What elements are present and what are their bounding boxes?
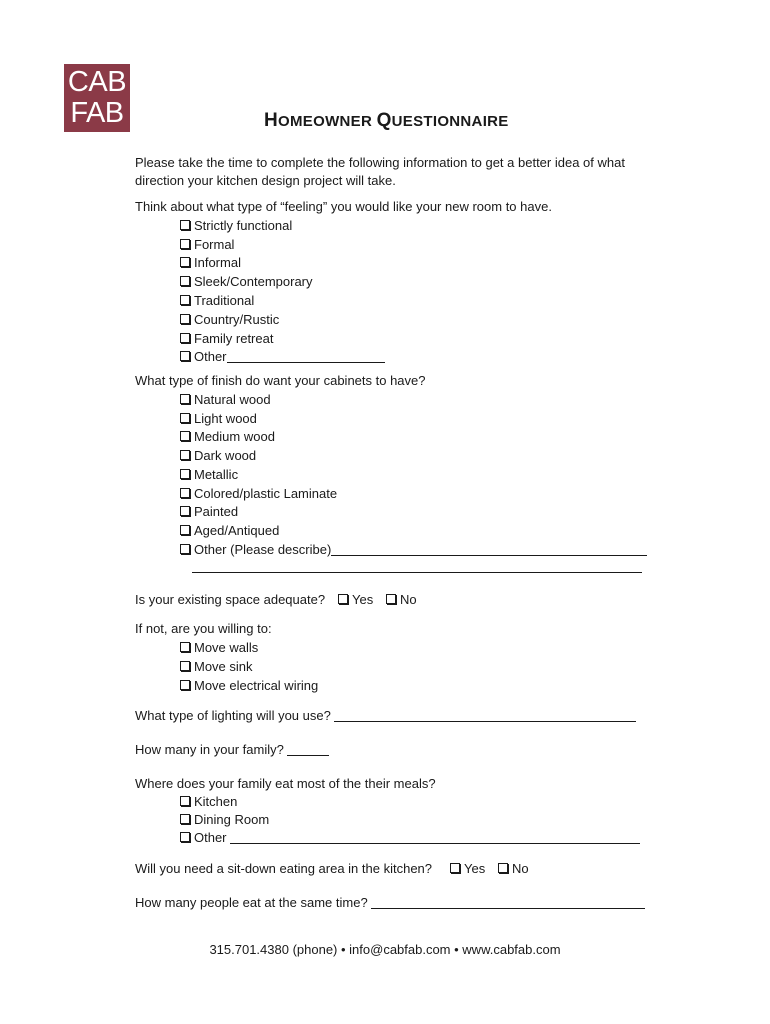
meals-question: Where does your family eat most of the their meals?	[135, 776, 436, 791]
checkbox-icon[interactable]	[180, 333, 190, 343]
feeling-question: Think about what type of “feeling” you would like your new room to have.	[135, 199, 552, 214]
eating-area-yes-option[interactable]: Yes	[450, 861, 485, 877]
willing-option[interactable]: Move sink	[180, 659, 253, 675]
checkbox-icon[interactable]	[180, 832, 190, 842]
meals-option[interactable]: Dining Room	[180, 812, 269, 828]
finish-option[interactable]: Medium wood	[180, 429, 275, 445]
meals-option-other[interactable]: Other	[180, 830, 640, 846]
family-question: How many in your family?	[135, 742, 329, 758]
finish-option-other[interactable]: Other (Please describe)	[180, 542, 647, 558]
eating-area-no-option[interactable]: No	[498, 861, 529, 877]
lighting-question: What type of lighting will you use?	[135, 708, 636, 724]
feeling-option[interactable]: Traditional	[180, 293, 254, 309]
checkbox-icon[interactable]	[180, 295, 190, 305]
page-title: HOMEOWNER QUESTIONNAIRE	[264, 110, 509, 131]
checkbox-icon[interactable]	[180, 469, 190, 479]
feeling-option-other[interactable]: Other	[180, 349, 385, 365]
checkbox-icon[interactable]	[180, 544, 190, 554]
checkbox-icon[interactable]	[386, 594, 396, 604]
checkbox-icon[interactable]	[180, 814, 190, 824]
meals-option[interactable]: Kitchen	[180, 794, 237, 810]
feeling-option[interactable]: Strictly functional	[180, 218, 292, 234]
checkbox-icon[interactable]	[180, 450, 190, 460]
finish-option[interactable]: Metallic	[180, 467, 238, 483]
space-no-option[interactable]: No	[386, 592, 417, 608]
lighting-fill-line[interactable]	[334, 709, 636, 722]
intro-line-1: Please take the time to complete the following information to get a better idea of what	[135, 155, 625, 170]
eating-area-question: Will you need a sit-down eating area in the kitchen?	[135, 861, 433, 876]
checkbox-icon[interactable]	[180, 796, 190, 806]
finish-option[interactable]: Aged/Antiqued	[180, 523, 279, 539]
feeling-option[interactable]: Informal	[180, 255, 241, 271]
finish-option[interactable]: Painted	[180, 504, 238, 520]
checkbox-icon[interactable]	[498, 863, 508, 873]
checkbox-icon[interactable]	[180, 257, 190, 267]
feeling-option[interactable]: Country/Rustic	[180, 312, 279, 328]
finish-option[interactable]: Natural wood	[180, 392, 271, 408]
checkbox-icon[interactable]	[180, 680, 190, 690]
checkbox-icon[interactable]	[180, 394, 190, 404]
finish-option[interactable]: Colored/plastic Laminate	[180, 486, 337, 502]
feeling-option[interactable]: Sleek/Contemporary	[180, 274, 313, 290]
checkbox-icon[interactable]	[180, 488, 190, 498]
logo-line-1: CAB	[67, 66, 127, 98]
family-fill-line[interactable]	[287, 743, 329, 756]
other-fill-line[interactable]	[230, 831, 640, 844]
space-question: Is your existing space adequate?	[135, 592, 326, 607]
checkbox-icon[interactable]	[450, 863, 460, 873]
checkbox-icon[interactable]	[180, 276, 190, 286]
contact-footer: 315.701.4380 (phone) • info@cabfab.com • www.cabfab.com	[209, 942, 561, 957]
checkbox-icon[interactable]	[180, 661, 190, 671]
same-time-fill-line[interactable]	[371, 896, 645, 909]
willing-option[interactable]: Move walls	[180, 640, 258, 656]
feeling-option[interactable]: Formal	[180, 237, 234, 253]
cabfab-logo	[64, 64, 130, 132]
checkbox-icon[interactable]	[180, 413, 190, 423]
finish-option[interactable]: Light wood	[180, 411, 257, 427]
checkbox-icon[interactable]	[338, 594, 348, 604]
checkbox-icon[interactable]	[180, 239, 190, 249]
checkbox-icon[interactable]	[180, 431, 190, 441]
checkbox-icon[interactable]	[180, 642, 190, 652]
checkbox-icon[interactable]	[180, 351, 190, 361]
finish-option[interactable]: Dark wood	[180, 448, 256, 464]
checkbox-icon[interactable]	[180, 314, 190, 324]
feeling-option[interactable]: Family retreat	[180, 331, 273, 347]
finish-question: What type of finish do want your cabinets to have?	[135, 373, 426, 388]
space-yes-option[interactable]: Yes	[338, 592, 373, 608]
willing-option[interactable]: Move electrical wiring	[180, 678, 318, 694]
same-time-question: How many people eat at the same time?	[135, 895, 645, 911]
checkbox-icon[interactable]	[180, 506, 190, 516]
logo-line-2: FAB	[70, 97, 124, 129]
other-fill-line[interactable]	[331, 543, 647, 556]
intro-line-2: direction your kitchen design project will take.	[135, 173, 396, 188]
describe-fill-line-2[interactable]	[192, 572, 642, 573]
checkbox-icon[interactable]	[180, 220, 190, 230]
willing-question: If not, are you willing to:	[135, 621, 272, 636]
other-fill-line[interactable]	[227, 350, 385, 363]
checkbox-icon[interactable]	[180, 525, 190, 535]
